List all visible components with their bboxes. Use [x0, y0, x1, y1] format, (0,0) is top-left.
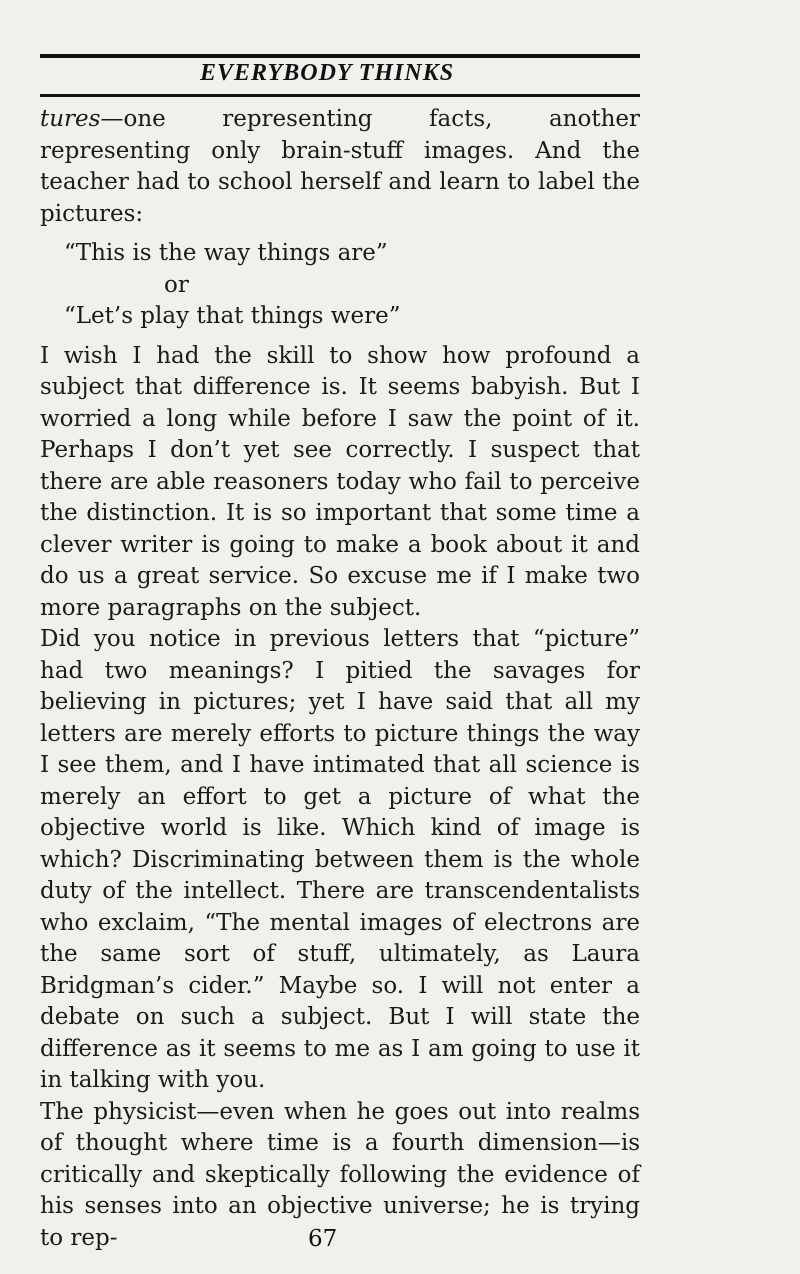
italic-word: tures — [40, 106, 101, 132]
paragraph: Did you notice in previous letters that “picture” had two meanings? I pitied the savages for believing in pictures; yet I have said that all my letters are merely efforts to picture things the way I see them, and I have intimated that all science is merely an effort to get a picture of what the objective world is like. Which kind of image is which? Discriminating between them is the whole duty of the intellect. There are transcendentalists who exclaim, “The mental images of electrons are the same sort of stuff, ultimately, as Laura Bridgman’s cider.” Maybe so. I will not enter a debate on such a subject. But I will state the difference as it seems to me as I am going to use it in talking with you. — [40, 626, 640, 1093]
paragraph-text: —one representing facts, another representing only brain-stuff images. And the teacher had to school herself and learn to label the pictures: — [40, 106, 640, 227]
running-title: EVERYBODY THINKS — [200, 60, 455, 86]
header-rule — [40, 94, 640, 97]
paragraph: I wish I had the skill to show how profound a subject that difference is. It seems babyish. But I worried a long while before I saw the point of it. Perhaps I don’t yet see correctly. I suspect that there are able reasoners today who fail to perceive the distinction. It is so important that some time a clever writer is going to make a book about it and do us a great service. So excuse me if I make two more paragraphs on the subject. — [40, 342, 640, 621]
quote-block — [64, 238, 640, 333]
quote-line: “Let’s play that things were” — [64, 303, 401, 329]
quote-line: “This is the way things are” — [64, 240, 388, 266]
paragraph: The physicist—even when he goes out into realms of thought where time is a fourth dimension—is critically and skeptically following the evidence of his senses into an objective universe; he is trying to rep- — [40, 1098, 640, 1251]
body-text — [40, 104, 640, 1254]
page-number: 67 — [308, 1226, 338, 1252]
quote-or: or — [164, 271, 189, 298]
paragraph-continued — [40, 104, 640, 230]
book-page — [40, 0, 772, 1274]
top-rule — [40, 54, 640, 58]
